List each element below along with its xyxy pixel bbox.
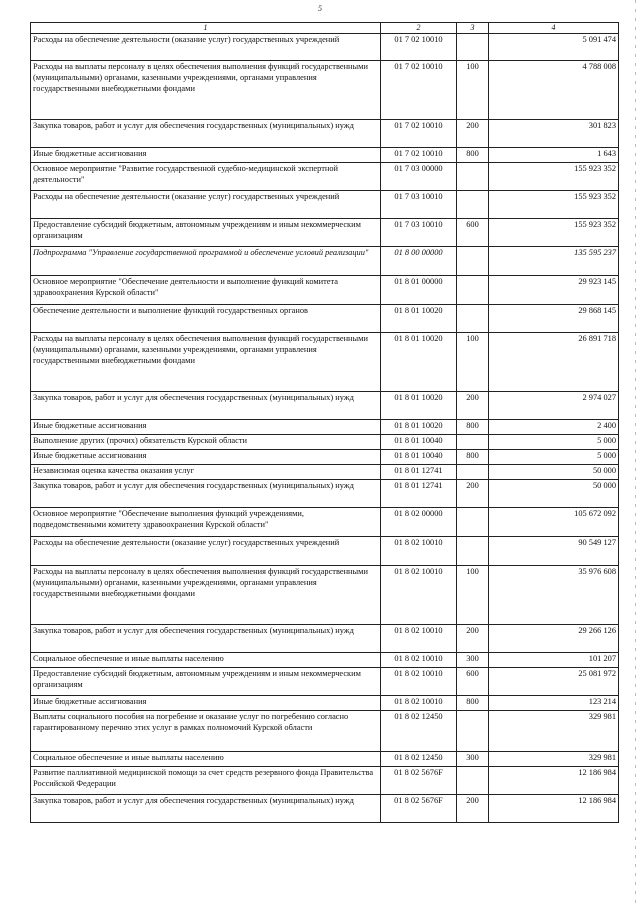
row-sum-cell: 29 868 145	[489, 305, 619, 333]
row-sum-cell: 29 266 126	[489, 625, 619, 653]
row-code-cell: 01 7 03 10010	[381, 191, 457, 219]
row-code-cell: 01 8 02 00000	[381, 508, 457, 537]
row-code-cell: 01 8 01 10040	[381, 450, 457, 465]
row-name-cell: Выполнение других (прочих) обязательств Курской области	[31, 435, 381, 450]
budget-table-body	[31, 23, 619, 823]
table-row	[31, 276, 619, 305]
row-type-cell	[457, 163, 489, 191]
row-type-cell: 300	[457, 752, 489, 767]
row-sum-cell: 155 923 352	[489, 219, 619, 247]
table-row	[31, 120, 619, 148]
table-row	[31, 61, 619, 120]
row-sum-cell: 123 214	[489, 696, 619, 711]
row-code-cell: 01 8 00 00000	[381, 247, 457, 276]
row-type-cell: 200	[457, 480, 489, 508]
row-type-cell	[457, 711, 489, 752]
row-sum-cell: 5 000	[489, 450, 619, 465]
row-name-cell: Закупка товаров, работ и услуг для обеспечения государственных (муниципальных) нужд	[31, 625, 381, 653]
table-row	[31, 163, 619, 191]
table-row	[31, 219, 619, 247]
row-code-cell: 01 8 01 10040	[381, 435, 457, 450]
row-type-cell: 600	[457, 668, 489, 696]
table-row	[31, 795, 619, 823]
row-name-cell: Закупка товаров, работ и услуг для обеспечения государственных (муниципальных) нужд	[31, 480, 381, 508]
table-row	[31, 508, 619, 537]
row-type-cell	[457, 435, 489, 450]
row-type-cell: 100	[457, 566, 489, 625]
row-name-cell: Основное мероприятие "Обеспечение выполнения функций учреждениями, подведомственными комитету здравоохранения Курской области"	[31, 508, 381, 537]
row-code-cell: 01 8 02 5676F	[381, 767, 457, 795]
table-row	[31, 392, 619, 420]
table-row	[31, 247, 619, 276]
table-row	[31, 625, 619, 653]
row-name-cell: Развитие паллиативной медицинской помощи за счет средств резервного фонда Правительства Российской Федерации	[31, 767, 381, 795]
row-sum-cell: 29 923 145	[489, 276, 619, 305]
row-sum-cell: 12 186 984	[489, 795, 619, 823]
row-code-cell: 01 8 02 10010	[381, 696, 457, 711]
row-code-cell: 01 8 02 5676F	[381, 795, 457, 823]
table-row	[31, 566, 619, 625]
row-type-cell: 200	[457, 120, 489, 148]
row-name-cell: Основное мероприятие "Развитие государственной судебно-медицинской экспертной деятельности"	[31, 163, 381, 191]
table-row	[31, 465, 619, 480]
row-type-cell: 200	[457, 392, 489, 420]
table-row	[31, 653, 619, 668]
row-code-cell: 01 8 01 10020	[381, 333, 457, 392]
row-sum-cell: 50 000	[489, 480, 619, 508]
row-name-cell: Выплаты социального пособия на погребение и оказание услуг по погребению согласно гарантированному перечню этих услуг в рамках полномочий Курской области	[31, 711, 381, 752]
row-sum-cell: 50 000	[489, 465, 619, 480]
row-sum-cell: 1 643	[489, 148, 619, 163]
row-code-cell: 01 8 01 10020	[381, 420, 457, 435]
row-sum-cell: 35 976 608	[489, 566, 619, 625]
row-code-cell: 01 8 02 12450	[381, 711, 457, 752]
row-sum-cell: 101 207	[489, 653, 619, 668]
header-col-type: 3	[457, 23, 489, 34]
table-row	[31, 333, 619, 392]
row-code-cell: 01 8 02 10010	[381, 537, 457, 566]
row-name-cell: Основное мероприятие "Обеспечение деятельности и выполнение функций комитета здравоохранения Курской области"	[31, 276, 381, 305]
row-sum-cell: 25 081 972	[489, 668, 619, 696]
row-code-cell: 01 8 01 12741	[381, 480, 457, 508]
row-type-cell	[457, 247, 489, 276]
row-name-cell: Иные бюджетные ассигнования	[31, 148, 381, 163]
row-type-cell: 100	[457, 333, 489, 392]
row-type-cell: 800	[457, 696, 489, 711]
header-col-name: 1	[31, 23, 381, 34]
row-type-cell: 200	[457, 625, 489, 653]
row-sum-cell: 4 788 008	[489, 61, 619, 120]
row-type-cell	[457, 508, 489, 537]
row-code-cell: 01 8 02 12450	[381, 752, 457, 767]
table-row	[31, 537, 619, 566]
row-code-cell: 01 8 01 10020	[381, 305, 457, 333]
row-sum-cell: 329 981	[489, 752, 619, 767]
row-type-cell: 800	[457, 420, 489, 435]
row-name-cell: Расходы на обеспечение деятельности (оказание услуг) государственных учреждений	[31, 191, 381, 219]
row-type-cell	[457, 191, 489, 219]
row-name-cell: Иные бюджетные ассигнования	[31, 696, 381, 711]
row-name-cell: Расходы на выплаты персоналу в целях обеспечения выполнения функций государственными (муниципальными) органами, казенными учреждениями, органами управления государственными внебюджетными фондами	[31, 61, 381, 120]
row-type-cell: 200	[457, 795, 489, 823]
row-name-cell: Предоставление субсидий бюджетным, автономным учреждениям и иным некоммерческим организациям	[31, 668, 381, 696]
table-row	[31, 480, 619, 508]
row-name-cell: Расходы на выплаты персоналу в целях обеспечения выполнения функций государственными (муниципальными) органами, казенными учреждениями, органами управления государственными внебюджетными фондами	[31, 333, 381, 392]
table-row	[31, 450, 619, 465]
row-type-cell	[457, 276, 489, 305]
row-sum-cell: 2 974 027	[489, 392, 619, 420]
row-name-cell: Закупка товаров, работ и услуг для обеспечения государственных (муниципальных) нужд	[31, 392, 381, 420]
row-code-cell: 01 7 03 10010	[381, 219, 457, 247]
table-row	[31, 191, 619, 219]
row-type-cell	[457, 34, 489, 61]
row-name-cell: Иные бюджетные ассигнования	[31, 450, 381, 465]
row-sum-cell: 135 595 237	[489, 247, 619, 276]
row-sum-cell: 105 672 092	[489, 508, 619, 537]
row-code-cell: 01 8 01 12741	[381, 465, 457, 480]
table-row	[31, 752, 619, 767]
row-type-cell: 800	[457, 450, 489, 465]
row-name-cell: Обеспечение деятельности и выполнение функций государственных органов	[31, 305, 381, 333]
row-type-cell: 300	[457, 653, 489, 668]
row-sum-cell: 5 000	[489, 435, 619, 450]
row-code-cell: 01 8 02 10010	[381, 625, 457, 653]
row-sum-cell: 329 981	[489, 711, 619, 752]
row-code-cell: 01 7 02 10010	[381, 120, 457, 148]
row-code-cell: 01 8 02 10010	[381, 653, 457, 668]
row-name-cell: Социальное обеспечение и иные выплаты населению	[31, 653, 381, 668]
row-code-cell: 01 8 02 10010	[381, 566, 457, 625]
table-row	[31, 435, 619, 450]
row-name-cell: Предоставление субсидий бюджетным, автономным учреждениям и иным некоммерческим организациям	[31, 219, 381, 247]
page-number: 5	[318, 4, 322, 13]
table-header-row	[31, 23, 619, 34]
row-sum-cell: 90 549 127	[489, 537, 619, 566]
row-type-cell	[457, 537, 489, 566]
row-sum-cell: 5 091 474	[489, 34, 619, 61]
table-row	[31, 711, 619, 752]
row-sum-cell: 26 891 718	[489, 333, 619, 392]
row-code-cell: 01 7 02 10010	[381, 148, 457, 163]
row-name-cell: Расходы на выплаты персоналу в целях обеспечения выполнения функций государственными (муниципальными) органами, казенными учреждениями, органами управления государственными внебюджетными фондами	[31, 566, 381, 625]
table-row	[31, 305, 619, 333]
row-code-cell: 01 8 01 00000	[381, 276, 457, 305]
row-name-cell: Расходы на обеспечение деятельности (оказание услуг) государственных учреждений	[31, 34, 381, 61]
row-type-cell: 800	[457, 148, 489, 163]
table-row	[31, 696, 619, 711]
table-row	[31, 148, 619, 163]
row-code-cell: 01 8 01 10020	[381, 392, 457, 420]
header-col-code: 2	[381, 23, 457, 34]
row-code-cell: 01 7 02 10010	[381, 34, 457, 61]
row-code-cell: 01 8 02 10010	[381, 668, 457, 696]
row-sum-cell: 301 823	[489, 120, 619, 148]
row-name-cell: Закупка товаров, работ и услуг для обеспечения государственных (муниципальных) нужд	[31, 120, 381, 148]
table-row	[31, 668, 619, 696]
row-type-cell	[457, 465, 489, 480]
table-row	[31, 767, 619, 795]
row-type-cell	[457, 305, 489, 333]
row-type-cell	[457, 767, 489, 795]
row-name-cell: Независимая оценка качества оказания услуг	[31, 465, 381, 480]
row-sum-cell: 155 923 352	[489, 191, 619, 219]
header-col-sum: 4	[489, 23, 619, 34]
table-row	[31, 420, 619, 435]
budget-table	[30, 22, 619, 823]
row-code-cell: 01 7 03 00000	[381, 163, 457, 191]
row-type-cell: 100	[457, 61, 489, 120]
row-name-cell: Социальное обеспечение и иные выплаты населению	[31, 752, 381, 767]
row-code-cell: 01 7 02 10010	[381, 61, 457, 120]
row-sum-cell: 2 400	[489, 420, 619, 435]
row-name-cell: Расходы на обеспечение деятельности (оказание услуг) государственных учреждений	[31, 537, 381, 566]
row-name-cell: Иные бюджетные ассигнования	[31, 420, 381, 435]
scan-edge-mark	[635, 0, 636, 905]
row-name-cell: Подпрограмма "Управление государственной программой и обеспечение условий реализации"	[31, 247, 381, 276]
row-sum-cell: 12 186 984	[489, 767, 619, 795]
row-sum-cell: 155 923 352	[489, 163, 619, 191]
row-type-cell: 600	[457, 219, 489, 247]
row-name-cell: Закупка товаров, работ и услуг для обеспечения государственных (муниципальных) нужд	[31, 795, 381, 823]
table-row	[31, 34, 619, 61]
